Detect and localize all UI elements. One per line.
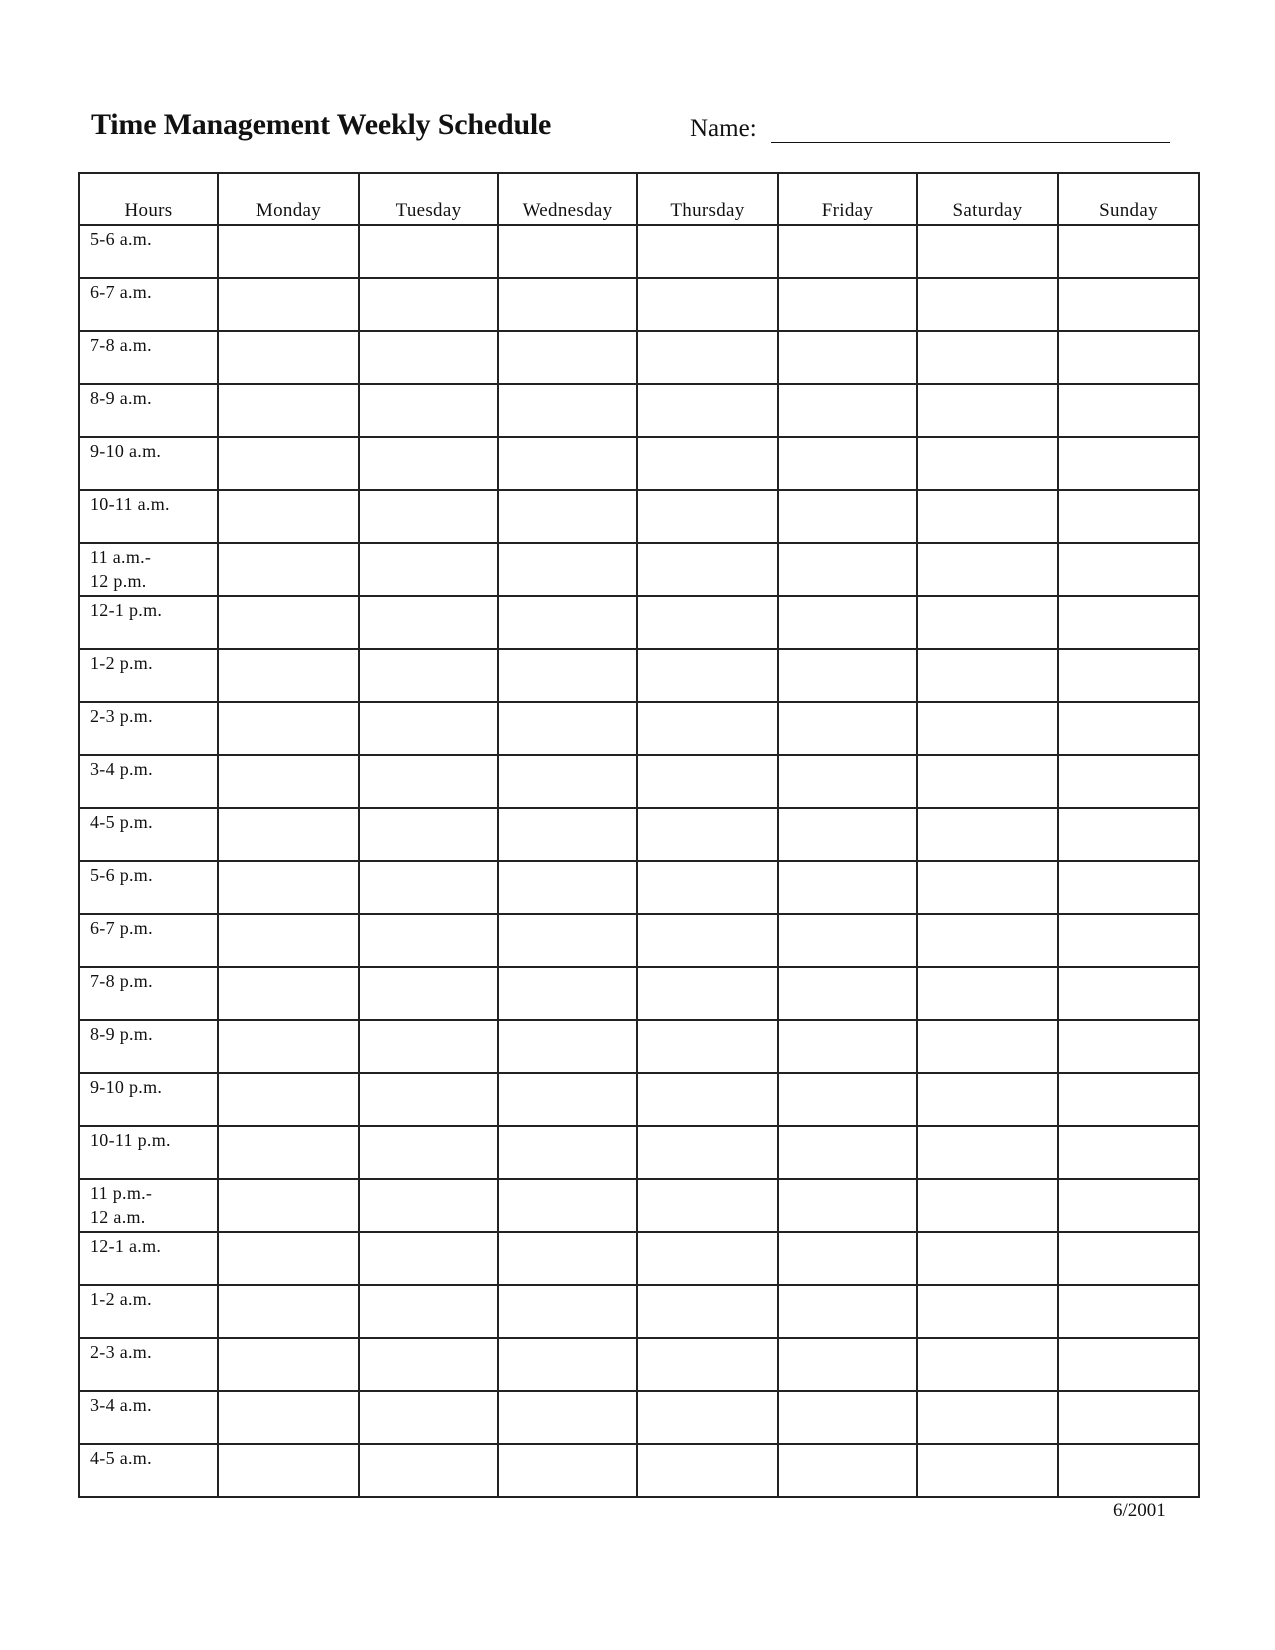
hour-label: 2-3 a.m. — [90, 1342, 152, 1362]
schedule-cell-friday[interactable] — [778, 861, 917, 914]
schedule-cell-monday[interactable] — [218, 331, 359, 384]
hour-label: 9-10 a.m. — [90, 441, 162, 461]
schedule-cell-tuesday[interactable] — [359, 384, 498, 437]
schedule-cell-tuesday[interactable] — [359, 649, 498, 702]
schedule-cell-saturday[interactable] — [917, 225, 1058, 278]
hour-label: 4-5 p.m. — [90, 812, 153, 832]
hour-cell — [79, 1073, 218, 1126]
schedule-cell-friday[interactable] — [778, 278, 917, 331]
schedule-cell-monday[interactable] — [218, 596, 359, 649]
schedule-cell-saturday[interactable] — [917, 967, 1058, 1020]
schedule-cell-monday[interactable] — [218, 490, 359, 543]
hour-label: 7-8 p.m. — [90, 971, 153, 991]
schedule-cell-monday[interactable] — [218, 543, 359, 596]
schedule-cell-friday[interactable] — [778, 437, 917, 490]
schedule-cell-tuesday[interactable] — [359, 1391, 498, 1444]
schedule-cell-friday[interactable] — [778, 755, 917, 808]
table-row — [79, 649, 1199, 702]
schedule-cell-thursday[interactable] — [637, 914, 778, 967]
schedule-cell-monday[interactable] — [218, 808, 359, 861]
schedule-cell-thursday[interactable] — [637, 490, 778, 543]
schedule-cell-sunday[interactable] — [1058, 1285, 1199, 1338]
schedule-cell-wednesday[interactable] — [498, 1073, 637, 1126]
table-row — [79, 1285, 1199, 1338]
schedule-cell-sunday[interactable] — [1058, 225, 1199, 278]
hour-cell — [79, 861, 218, 914]
schedule-cell-saturday[interactable] — [917, 1073, 1058, 1126]
schedule-cell-wednesday[interactable] — [498, 437, 637, 490]
schedule-cell-thursday[interactable] — [637, 1338, 778, 1391]
column-header-hours: Hours — [79, 173, 218, 225]
schedule-cell-thursday[interactable] — [637, 384, 778, 437]
hour-label: 6-7 p.m. — [90, 918, 153, 938]
schedule-cell-monday[interactable] — [218, 384, 359, 437]
schedule-cell-thursday[interactable] — [637, 755, 778, 808]
schedule-cell-monday[interactable] — [218, 1232, 359, 1285]
schedule-cell-monday[interactable] — [218, 649, 359, 702]
schedule-cell-monday[interactable] — [218, 1444, 359, 1497]
table-row — [79, 1444, 1199, 1497]
table-row — [79, 543, 1199, 596]
schedule-cell-wednesday[interactable] — [498, 755, 637, 808]
table-row — [79, 384, 1199, 437]
hour-label: 7-8 a.m. — [90, 335, 152, 355]
table-row — [79, 1232, 1199, 1285]
schedule-cell-monday[interactable] — [218, 861, 359, 914]
schedule-cell-wednesday[interactable] — [498, 861, 637, 914]
schedule-cell-tuesday[interactable] — [359, 596, 498, 649]
schedule-cell-wednesday[interactable] — [498, 1020, 637, 1073]
schedule-cell-friday[interactable] — [778, 384, 917, 437]
hour-cell — [79, 914, 218, 967]
column-header-tuesday: Tuesday — [359, 173, 498, 225]
header-row — [79, 173, 1199, 225]
schedule-cell-tuesday[interactable] — [359, 1232, 498, 1285]
column-header-sunday: Sunday — [1058, 173, 1199, 225]
schedule-cell-saturday[interactable] — [917, 914, 1058, 967]
schedule-cell-saturday[interactable] — [917, 1126, 1058, 1179]
table-row — [79, 861, 1199, 914]
schedule-cell-monday[interactable] — [218, 1020, 359, 1073]
hour-cell — [79, 543, 218, 596]
column-header-saturday: Saturday — [917, 173, 1058, 225]
schedule-cell-friday[interactable] — [778, 1179, 917, 1232]
schedule-cell-wednesday[interactable] — [498, 702, 637, 755]
schedule-cell-wednesday[interactable] — [498, 331, 637, 384]
schedule-cell-friday[interactable] — [778, 1338, 917, 1391]
hour-cell — [79, 1338, 218, 1391]
schedule-cell-tuesday[interactable] — [359, 1073, 498, 1126]
schedule-cell-monday[interactable] — [218, 755, 359, 808]
schedule-cell-sunday[interactable] — [1058, 1391, 1199, 1444]
table-row — [79, 1020, 1199, 1073]
schedule-cell-saturday[interactable] — [917, 1020, 1058, 1073]
schedule-cell-friday[interactable] — [778, 596, 917, 649]
schedule-cell-tuesday[interactable] — [359, 755, 498, 808]
schedule-cell-sunday[interactable] — [1058, 861, 1199, 914]
schedule-cell-tuesday[interactable] — [359, 437, 498, 490]
column-header-friday: Friday — [778, 173, 917, 225]
schedule-cell-sunday[interactable] — [1058, 1338, 1199, 1391]
schedule-cell-thursday[interactable] — [637, 278, 778, 331]
hour-label: 11 p.m.- 12 a.m. — [90, 1183, 153, 1227]
hour-cell — [79, 702, 218, 755]
hour-label: 1-2 p.m. — [90, 653, 153, 673]
table-row — [79, 914, 1199, 967]
table-row — [79, 1179, 1199, 1232]
schedule-cell-thursday[interactable] — [637, 596, 778, 649]
schedule-cell-tuesday[interactable] — [359, 1126, 498, 1179]
hour-label: 2-3 p.m. — [90, 706, 153, 726]
schedule-cell-tuesday[interactable] — [359, 1338, 498, 1391]
table-row — [79, 1126, 1199, 1179]
schedule-cell-tuesday[interactable] — [359, 278, 498, 331]
hour-cell — [79, 490, 218, 543]
schedule-cell-sunday[interactable] — [1058, 278, 1199, 331]
schedule-cell-friday[interactable] — [778, 1020, 917, 1073]
schedule-cell-wednesday[interactable] — [498, 967, 637, 1020]
schedule-cell-sunday[interactable] — [1058, 1126, 1199, 1179]
schedule-cell-sunday[interactable] — [1058, 914, 1199, 967]
schedule-cell-sunday[interactable] — [1058, 1020, 1199, 1073]
table-row — [79, 967, 1199, 1020]
schedule-cell-monday[interactable] — [218, 1179, 359, 1232]
schedule-cell-friday[interactable] — [778, 543, 917, 596]
schedule-cell-wednesday[interactable] — [498, 225, 637, 278]
schedule-cell-monday[interactable] — [218, 1285, 359, 1338]
column-header-thursday: Thursday — [637, 173, 778, 225]
schedule-cell-sunday[interactable] — [1058, 596, 1199, 649]
column-header-wednesday: Wednesday — [498, 173, 637, 225]
schedule-cell-friday[interactable] — [778, 1444, 917, 1497]
schedule-cell-wednesday[interactable] — [498, 278, 637, 331]
schedule-cell-monday[interactable] — [218, 1073, 359, 1126]
hour-cell — [79, 225, 218, 278]
schedule-cell-friday[interactable] — [778, 1232, 917, 1285]
schedule-cell-sunday[interactable] — [1058, 702, 1199, 755]
hour-label: 1-2 a.m. — [90, 1289, 152, 1309]
schedule-cell-sunday[interactable] — [1058, 1232, 1199, 1285]
schedule-cell-friday[interactable] — [778, 702, 917, 755]
schedule-cell-friday[interactable] — [778, 225, 917, 278]
schedule-cell-wednesday[interactable] — [498, 1232, 637, 1285]
hour-label: 8-9 p.m. — [90, 1024, 153, 1044]
schedule-cell-wednesday[interactable] — [498, 808, 637, 861]
schedule-cell-thursday[interactable] — [637, 331, 778, 384]
schedule-cell-monday[interactable] — [218, 278, 359, 331]
schedule-cell-sunday[interactable] — [1058, 331, 1199, 384]
schedule-cell-thursday[interactable] — [637, 1444, 778, 1497]
schedule-cell-saturday[interactable] — [917, 490, 1058, 543]
schedule-cell-sunday[interactable] — [1058, 808, 1199, 861]
table-row — [79, 808, 1199, 861]
schedule-cell-thursday[interactable] — [637, 543, 778, 596]
schedule-cell-wednesday[interactable] — [498, 1391, 637, 1444]
schedule-cell-sunday[interactable] — [1058, 649, 1199, 702]
schedule-cell-thursday[interactable] — [637, 1232, 778, 1285]
name-field-line[interactable] — [771, 142, 1170, 143]
schedule-cell-monday[interactable] — [218, 437, 359, 490]
page-title: Time Management Weekly Schedule — [91, 108, 552, 141]
schedule-cell-wednesday[interactable] — [498, 1179, 637, 1232]
schedule-cell-saturday[interactable] — [917, 702, 1058, 755]
schedule-cell-saturday[interactable] — [917, 755, 1058, 808]
schedule-body — [79, 225, 1199, 1497]
schedule-cell-thursday[interactable] — [637, 1020, 778, 1073]
hour-label: 12-1 a.m. — [90, 1236, 162, 1256]
schedule-cell-thursday[interactable] — [637, 1391, 778, 1444]
schedule-cell-tuesday[interactable] — [359, 490, 498, 543]
hour-cell — [79, 437, 218, 490]
table-row — [79, 490, 1199, 543]
schedule-cell-friday[interactable] — [778, 1126, 917, 1179]
schedule-cell-saturday[interactable] — [917, 1338, 1058, 1391]
schedule-cell-tuesday[interactable] — [359, 331, 498, 384]
hour-cell — [79, 596, 218, 649]
hour-label: 12-1 p.m. — [90, 600, 163, 620]
schedule-cell-saturday[interactable] — [917, 278, 1058, 331]
hour-label: 5-6 a.m. — [90, 229, 152, 249]
schedule-cell-saturday[interactable] — [917, 649, 1058, 702]
schedule-cell-thursday[interactable] — [637, 967, 778, 1020]
schedule-cell-saturday[interactable] — [917, 1285, 1058, 1338]
table-row — [79, 1391, 1199, 1444]
schedule-cell-friday[interactable] — [778, 1285, 917, 1338]
schedule-cell-tuesday[interactable] — [359, 967, 498, 1020]
hour-cell — [79, 808, 218, 861]
schedule-cell-tuesday[interactable] — [359, 1444, 498, 1497]
schedule-cell-thursday[interactable] — [637, 808, 778, 861]
schedule-cell-friday[interactable] — [778, 967, 917, 1020]
table-row — [79, 278, 1199, 331]
schedule-cell-tuesday[interactable] — [359, 808, 498, 861]
hour-cell — [79, 1444, 218, 1497]
name-label: Name: — [690, 115, 757, 142]
schedule-cell-friday[interactable] — [778, 808, 917, 861]
hour-cell — [79, 967, 218, 1020]
column-header-monday: Monday — [218, 173, 359, 225]
table-row — [79, 596, 1199, 649]
table-row — [79, 437, 1199, 490]
hour-cell — [79, 649, 218, 702]
schedule-cell-thursday[interactable] — [637, 1179, 778, 1232]
schedule-cell-monday[interactable] — [218, 1126, 359, 1179]
hour-cell — [79, 755, 218, 808]
schedule-cell-saturday[interactable] — [917, 808, 1058, 861]
schedule-cell-thursday[interactable] — [637, 861, 778, 914]
table-row — [79, 1073, 1199, 1126]
hour-label: 6-7 a.m. — [90, 282, 152, 302]
hour-label: 10-11 p.m. — [90, 1130, 171, 1150]
hour-label: 9-10 p.m. — [90, 1077, 163, 1097]
schedule-cell-sunday[interactable] — [1058, 967, 1199, 1020]
schedule-cell-thursday[interactable] — [637, 702, 778, 755]
schedule-cell-tuesday[interactable] — [359, 543, 498, 596]
schedule-cell-sunday[interactable] — [1058, 1179, 1199, 1232]
schedule-cell-wednesday[interactable] — [498, 384, 637, 437]
table-row — [79, 331, 1199, 384]
hour-cell — [79, 1020, 218, 1073]
schedule-cell-wednesday[interactable] — [498, 1285, 637, 1338]
schedule-cell-wednesday[interactable] — [498, 596, 637, 649]
schedule-cell-thursday[interactable] — [637, 225, 778, 278]
hour-cell — [79, 384, 218, 437]
schedule-cell-thursday[interactable] — [637, 1285, 778, 1338]
schedule-cell-friday[interactable] — [778, 1391, 917, 1444]
schedule-cell-saturday[interactable] — [917, 1179, 1058, 1232]
schedule-cell-tuesday[interactable] — [359, 225, 498, 278]
schedule-cell-sunday[interactable] — [1058, 1444, 1199, 1497]
schedule-cell-wednesday[interactable] — [498, 1126, 637, 1179]
schedule-cell-wednesday[interactable] — [498, 543, 637, 596]
schedule-cell-monday[interactable] — [218, 1391, 359, 1444]
schedule-cell-sunday[interactable] — [1058, 384, 1199, 437]
hour-label: 3-4 a.m. — [90, 1395, 152, 1415]
schedule-cell-saturday[interactable] — [917, 1444, 1058, 1497]
schedule-cell-monday[interactable] — [218, 967, 359, 1020]
hour-cell — [79, 1391, 218, 1444]
schedule-cell-monday[interactable] — [218, 225, 359, 278]
schedule-cell-thursday[interactable] — [637, 1126, 778, 1179]
schedule-cell-sunday[interactable] — [1058, 543, 1199, 596]
schedule-cell-tuesday[interactable] — [359, 1020, 498, 1073]
hour-cell — [79, 331, 218, 384]
schedule-cell-saturday[interactable] — [917, 437, 1058, 490]
schedule-cell-tuesday[interactable] — [359, 1285, 498, 1338]
schedule-cell-saturday[interactable] — [917, 543, 1058, 596]
revision-date: 6/2001 — [1113, 1500, 1166, 1521]
schedule-cell-saturday[interactable] — [917, 596, 1058, 649]
schedule-cell-friday[interactable] — [778, 490, 917, 543]
hour-label: 5-6 p.m. — [90, 865, 153, 885]
schedule-cell-saturday[interactable] — [917, 331, 1058, 384]
hour-cell — [79, 1179, 218, 1232]
schedule-cell-wednesday[interactable] — [498, 1444, 637, 1497]
schedule-cell-saturday[interactable] — [917, 1391, 1058, 1444]
schedule-cell-tuesday[interactable] — [359, 861, 498, 914]
schedule-cell-friday[interactable] — [778, 914, 917, 967]
schedule-cell-monday[interactable] — [218, 702, 359, 755]
schedule-cell-wednesday[interactable] — [498, 914, 637, 967]
schedule-cell-tuesday[interactable] — [359, 702, 498, 755]
table-row — [79, 225, 1199, 278]
schedule-cell-thursday[interactable] — [637, 649, 778, 702]
schedule-cell-monday[interactable] — [218, 914, 359, 967]
schedule-cell-monday[interactable] — [218, 1338, 359, 1391]
hour-label: 11 a.m.- 12 p.m. — [90, 547, 152, 591]
table-row — [79, 755, 1199, 808]
schedule-cell-thursday[interactable] — [637, 1073, 778, 1126]
schedule-cell-wednesday[interactable] — [498, 1338, 637, 1391]
weekly-schedule-table — [78, 172, 1200, 1498]
schedule-cell-wednesday[interactable] — [498, 649, 637, 702]
hour-cell — [79, 1232, 218, 1285]
hour-label: 3-4 p.m. — [90, 759, 153, 779]
schedule-cell-tuesday[interactable] — [359, 914, 498, 967]
schedule-cell-sunday[interactable] — [1058, 755, 1199, 808]
schedule-cell-friday[interactable] — [778, 1073, 917, 1126]
table-row — [79, 702, 1199, 755]
table-row — [79, 1338, 1199, 1391]
schedule-cell-friday[interactable] — [778, 331, 917, 384]
schedule-cell-sunday[interactable] — [1058, 1073, 1199, 1126]
hour-cell — [79, 1126, 218, 1179]
hour-label: 10-11 a.m. — [90, 494, 170, 514]
schedule-cell-thursday[interactable] — [637, 437, 778, 490]
hour-cell — [79, 278, 218, 331]
schedule-cell-tuesday[interactable] — [359, 1179, 498, 1232]
schedule-cell-saturday[interactable] — [917, 1232, 1058, 1285]
hour-cell — [79, 1285, 218, 1338]
schedule-cell-wednesday[interactable] — [498, 490, 637, 543]
schedule-cell-sunday[interactable] — [1058, 437, 1199, 490]
schedule-cell-sunday[interactable] — [1058, 490, 1199, 543]
hour-label: 8-9 a.m. — [90, 388, 152, 408]
schedule-cell-friday[interactable] — [778, 649, 917, 702]
schedule-cell-saturday[interactable] — [917, 861, 1058, 914]
hour-label: 4-5 a.m. — [90, 1448, 152, 1468]
schedule-cell-saturday[interactable] — [917, 384, 1058, 437]
